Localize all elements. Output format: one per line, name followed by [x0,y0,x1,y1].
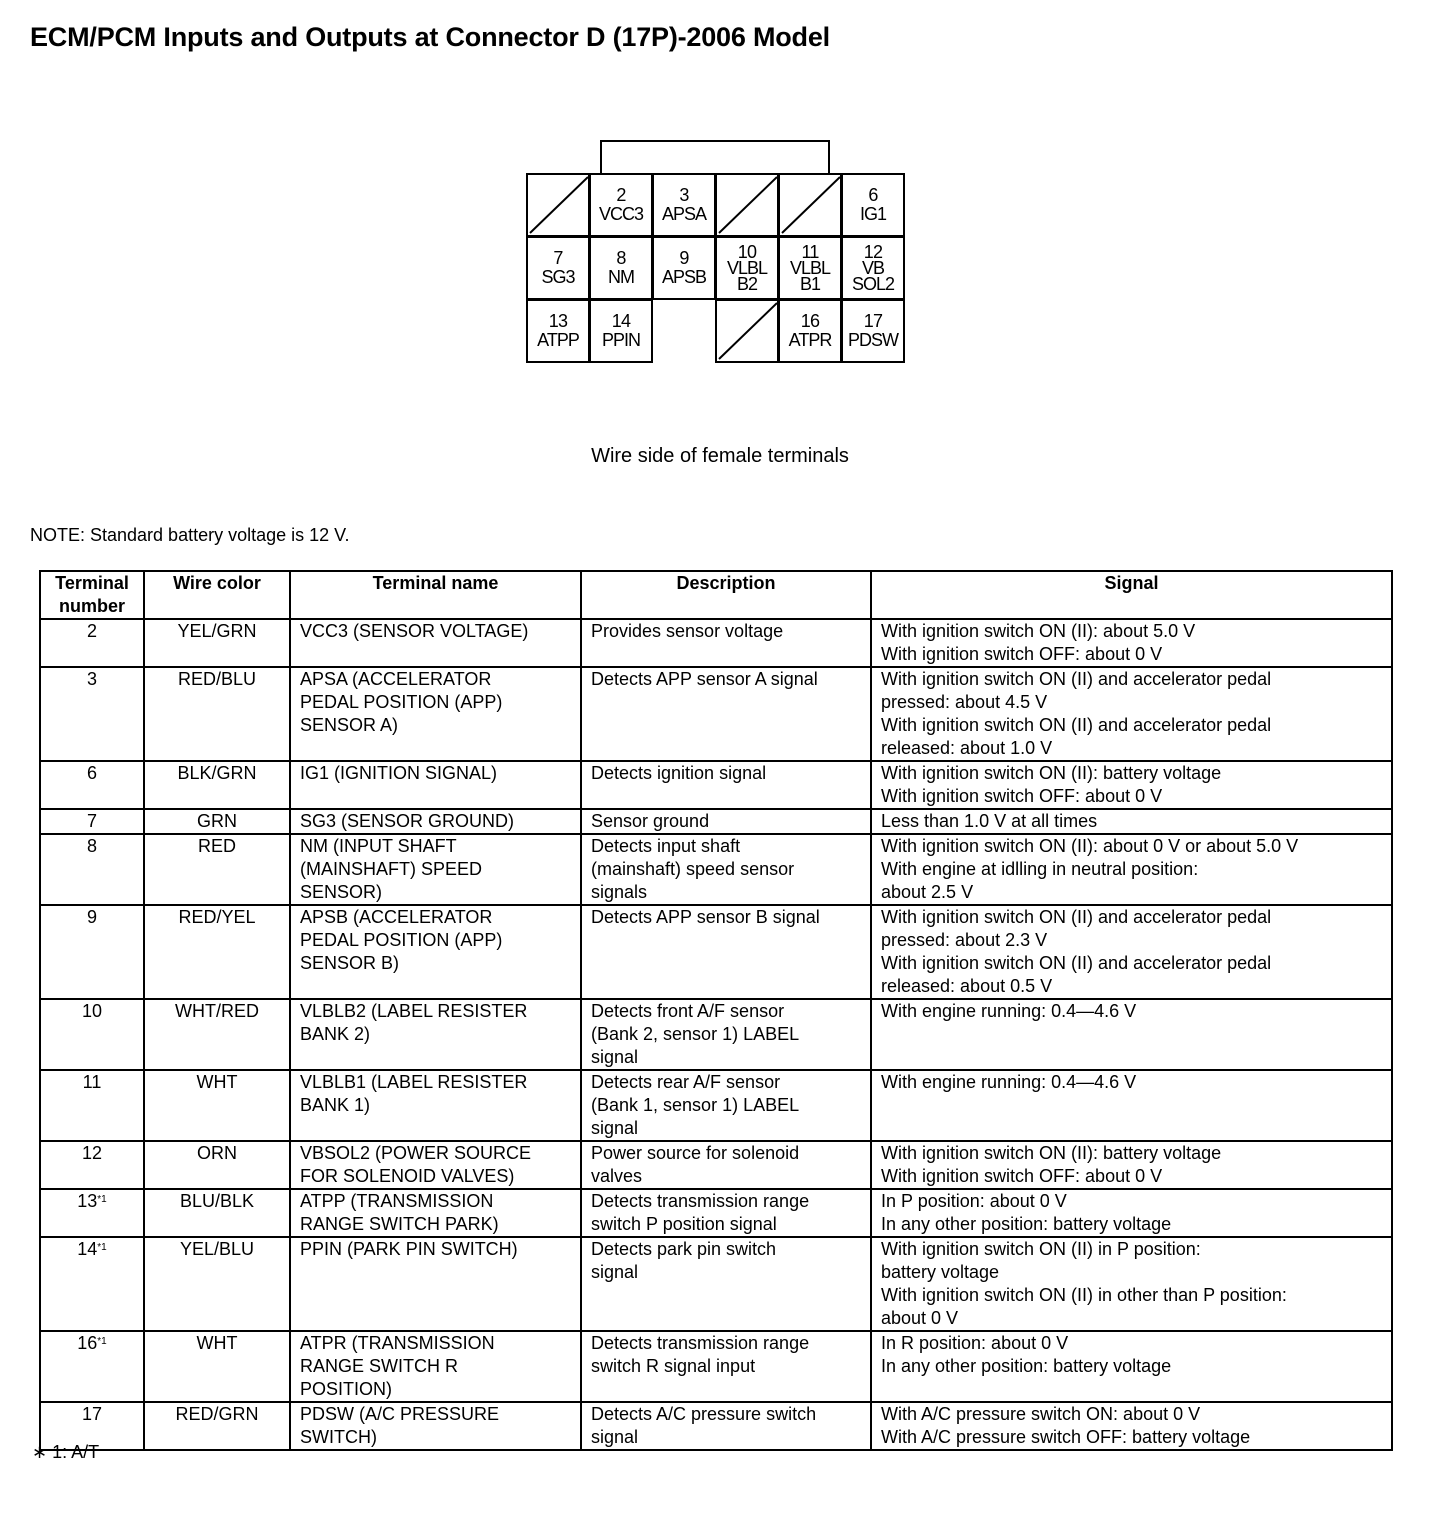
terminal-cell-12 [841,236,905,300]
page-title: ECM/PCM Inputs and Outputs at Connector D (17P)-2006 Model [30,22,830,52]
terminal-cell-6 [841,173,905,237]
cell-terminal-number: 9 [40,905,144,999]
cell-description-line: Detects park pin switch [591,1239,777,1259]
cell-terminal-name-line: BANK 1) [300,1095,371,1115]
terminal-label: NM [608,267,634,287]
terminal-label: APSA [661,204,707,224]
cell-signal-line: Less than 1.0 V at all times [881,811,1098,831]
cell-terminal-name-line: ATPP (TRANSMISSION [300,1191,494,1211]
cell-signal-line: With ignition switch ON (II): about 5.0 V [881,621,1196,641]
cell-signal-line: With engine running: 0.4—4.6 V [881,1072,1137,1092]
cell-signal [871,1331,1392,1402]
cell-description-line: Detects APP sensor B signal [591,907,820,927]
footnote-marker: *1 [97,1242,107,1253]
cell-terminal-name [290,1237,581,1331]
cell-signal-line: pressed: about 4.5 V [881,692,1048,712]
cell-description [581,999,871,1070]
cell-description-line: Provides sensor voltage [591,621,784,641]
cell-description-line: signal [591,1047,639,1067]
cell-wire-color: BLK/GRN [144,761,290,809]
table-row [40,1402,1392,1450]
terminal-number: 2 [616,185,626,205]
terminal-cell-7 [526,236,590,300]
cell-wire-color: WHT [144,1331,290,1402]
cell-terminal-number: 6 [40,761,144,809]
cell-signal-line: released: about 0.5 V [881,976,1053,996]
terminal-number: 14 [611,311,631,331]
cell-signal-line: In R position: about 0 V [881,1333,1069,1353]
cell-description-line: Detects transmission range [591,1333,810,1353]
cell-terminal-name-line: PDSW (A/C PRESSURE [300,1404,500,1424]
terminal-cell-empty [526,173,590,237]
terminal-number: 6 [868,185,878,205]
cell-terminal-number: 16$^{*1}$ [40,1331,144,1402]
terminal-label: SG3 [541,267,575,287]
cell-terminal-number: 3 [40,667,144,761]
cell-terminal-number: 2 [40,619,144,667]
cell-signal-line: With ignition switch OFF: about 0 V [881,644,1163,664]
terminal-label: ATPR [788,330,832,350]
cell-description-line: switch R signal input [591,1356,756,1376]
terminal-number: 10 [737,242,757,262]
footnote: ∗ 1: A/T [32,1442,100,1462]
terminal-number: 13 [548,311,568,331]
table-row [40,834,1392,905]
cell-description [581,1189,871,1237]
cell-signal-line: With ignition switch ON (II) and accelerator pedal [881,669,1272,689]
table-row [40,999,1392,1070]
cell-description [581,667,871,761]
cell-wire-color: ORN [144,1141,290,1189]
terminal-label: VLBL [789,258,831,278]
cell-description-line: (mainshaft) speed sensor [591,859,795,879]
cell-signal-line: battery voltage [881,1262,1000,1282]
cell-description [581,1237,871,1331]
cell-terminal-name-line: FOR SOLENOID VALVES) [300,1166,515,1186]
table-row [40,619,1392,667]
header-terminal-name: Terminal name [290,571,581,619]
cell-terminal-name-line: SWITCH) [300,1427,377,1447]
cell-terminal-name [290,809,581,834]
terminal-label: APSB [661,267,707,287]
terminal-signal-table [39,570,1393,1451]
cell-wire-color: RED/YEL [144,905,290,999]
cell-description-line: Detects APP sensor A signal [591,669,818,689]
cell-signal [871,1070,1392,1141]
table-row [40,1237,1392,1331]
table-row [40,761,1392,809]
cell-description-line: Detects transmission range [591,1191,810,1211]
cell-terminal-name-line: PPIN (PARK PIN SWITCH) [300,1239,518,1259]
cell-terminal-name-line: (MAINSHAFT) SPEED [300,859,483,879]
cell-terminal-number: 11 [40,1070,144,1141]
cell-terminal-number: 12 [40,1141,144,1189]
cell-terminal-name-line: RANGE SWITCH R [300,1356,459,1376]
cell-description-line: signal [591,1262,639,1282]
cell-signal-line: pressed: about 2.3 V [881,930,1048,950]
cell-terminal-name-line: PEDAL POSITION (APP) [300,930,503,950]
cell-description [581,905,871,999]
cell-signal [871,834,1392,905]
cell-terminal-name-line: VBSOL2 (POWER SOURCE [300,1143,532,1163]
header-wire-color: Wire color [144,571,290,619]
cell-description-line: Detects input shaft [591,836,741,856]
cell-signal [871,1402,1392,1450]
cell-terminal-name [290,1331,581,1402]
terminal-number: 17 [863,311,883,331]
cell-description-line: signals [591,882,648,902]
cell-signal [871,999,1392,1070]
cell-terminal-name [290,1189,581,1237]
cell-wire-color: YEL/GRN [144,619,290,667]
cell-signal [871,667,1392,761]
cell-terminal-name [290,761,581,809]
cell-terminal-number: 7 [40,809,144,834]
cell-terminal-name-line: VLBLB1 (LABEL RESISTER [300,1072,528,1092]
cell-wire-color: GRN [144,809,290,834]
cell-signal-line: With ignition switch ON (II): about 0 V or about 5.0 V [881,836,1299,856]
cell-terminal-name-line: BANK 2) [300,1024,371,1044]
cell-wire-color: RED/BLU [144,667,290,761]
cell-terminal-number: 14$^{*1}$ [40,1237,144,1331]
cell-terminal-name [290,1141,581,1189]
cell-terminal-name-line: SG3 (SENSOR GROUND) [300,811,515,831]
cell-wire-color: WHT [144,1070,290,1141]
cell-wire-color: RED/GRN [144,1402,290,1450]
terminal-label-line2: SOL2 [851,274,895,294]
cell-signal-line: released: about 1.0 V [881,738,1053,758]
table-row [40,667,1392,761]
cell-terminal-name-line: ATPR (TRANSMISSION [300,1333,495,1353]
terminal-cell-17 [841,299,905,363]
cell-terminal-name-line: APSB (ACCELERATOR [300,907,493,927]
cell-signal-line: With ignition switch ON (II) and accelerator pedal [881,953,1272,973]
terminal-cell-empty [715,299,779,363]
terminal-label: ATPP [537,330,579,350]
cell-signal-line: With A/C pressure switch OFF: battery voltage [881,1427,1251,1447]
cell-signal-line: With ignition switch OFF: about 0 V [881,1166,1163,1186]
header-signal: Signal [871,571,1392,619]
cell-description [581,809,871,834]
cell-signal-line: about 2.5 V [881,882,974,902]
cell-signal-line: With ignition switch ON (II): battery voltage [881,1143,1222,1163]
terminal-label: PPIN [601,330,640,350]
cell-description-line: (Bank 1, sensor 1) LABEL [591,1095,800,1115]
cell-description-line: Detects rear A/F sensor [591,1072,781,1092]
terminal-label: VB [861,258,884,278]
cell-terminal-name-line: SENSOR) [300,882,383,902]
connector-diagram [525,140,910,370]
table-row [40,1070,1392,1141]
cell-signal [871,761,1392,809]
terminal-cell-2 [589,173,653,237]
terminal-number: 3 [679,185,689,205]
cell-terminal-name-line: RANGE SWITCH PARK) [300,1214,499,1234]
cell-signal [871,1237,1392,1331]
table-row [40,1331,1392,1402]
table-row [40,809,1392,834]
cell-terminal-name [290,1070,581,1141]
header-description: Description [581,571,871,619]
cell-signal-line: With engine running: 0.4—4.6 V [881,1001,1137,1021]
cell-signal-line: In any other position: battery voltage [881,1356,1172,1376]
cell-signal-line: With ignition switch ON (II) and accelerator pedal [881,715,1272,735]
cell-wire-color: BLU/BLK [144,1189,290,1237]
cell-terminal-number: 10 [40,999,144,1070]
cell-terminal-name [290,1402,581,1450]
terminal-cell-11 [778,236,842,300]
terminal-label-line2: B1 [799,274,821,294]
cell-description-line: Detects ignition signal [591,763,767,783]
header-terminal-number: Terminal number [40,571,144,619]
cell-terminal-name [290,619,581,667]
cell-description-line: Sensor ground [591,811,710,831]
cell-description [581,1402,871,1450]
cell-description [581,619,871,667]
cell-signal-line: With engine at idlling in neutral position: [881,859,1199,879]
cell-terminal-name-line: VCC3 (SENSOR VOLTAGE) [300,621,529,641]
footnote-marker: *1 [97,1336,107,1347]
cell-terminal-name [290,667,581,761]
terminal-number: 7 [553,248,563,268]
terminal-label-line2: B2 [736,274,758,294]
terminal-label: PDSW [848,330,898,350]
cell-signal-line: With ignition switch ON (II) and accelerator pedal [881,907,1272,927]
terminal-cell-empty [778,173,842,237]
battery-voltage-note: NOTE: Standard battery voltage is 12 V. [30,525,350,545]
terminal-number: 12 [863,242,883,262]
cell-signal-line: In P position: about 0 V [881,1191,1067,1211]
terminal-number: 9 [679,248,689,268]
cell-terminal-name-line: NM (INPUT SHAFT [300,836,457,856]
connector-caption: Wire side of female terminals [591,445,849,467]
terminal-label: VCC3 [598,204,643,224]
table-row [40,1141,1392,1189]
terminal-cell-empty [715,173,779,237]
cell-description-line: signal [591,1118,639,1138]
cell-signal [871,1189,1392,1237]
cell-description [581,761,871,809]
cell-terminal-name [290,905,581,999]
terminal-label: VLBL [726,258,768,278]
terminal-cell-9 [652,236,716,300]
terminal-number: 8 [616,248,626,268]
cell-terminal-number: 8 [40,834,144,905]
table-row [40,905,1392,999]
footnote-marker: *1 [97,1194,107,1205]
terminal-number: 11 [801,242,819,262]
cell-description-line: Detects A/C pressure switch [591,1404,817,1424]
cell-description [581,1070,871,1141]
cell-description-line: (Bank 2, sensor 1) LABEL [591,1024,800,1044]
cell-signal-line: about 0 V [881,1308,959,1328]
terminal-cell-8 [589,236,653,300]
cell-terminal-name-line: PEDAL POSITION (APP) [300,692,503,712]
terminal-cell-3 [652,173,716,237]
cell-description-line: Power source for solenoid [591,1143,800,1163]
terminal-cell-10 [715,236,779,300]
cell-wire-color: RED [144,834,290,905]
cell-wire-color: YEL/BLU [144,1237,290,1331]
cell-signal-line: In any other position: battery voltage [881,1214,1172,1234]
cell-description-line: valves [591,1166,643,1186]
cell-description [581,1141,871,1189]
terminal-cell-14 [589,299,653,363]
cell-description [581,834,871,905]
cell-signal [871,619,1392,667]
cell-wire-color: WHT/RED [144,999,290,1070]
cell-description-line: switch P position signal [591,1214,777,1234]
cell-terminal-name-line: IG1 (IGNITION SIGNAL) [300,763,498,783]
table-row [40,1189,1392,1237]
cell-description-line: signal [591,1427,639,1447]
cell-signal-line: With ignition switch ON (II): battery voltage [881,763,1222,783]
terminal-label: IG1 [859,204,886,224]
cell-signal-line: With ignition switch ON (II) in other than P position: [881,1285,1287,1305]
cell-description-line: Detects front A/F sensor [591,1001,785,1021]
terminal-cell-16 [778,299,842,363]
cell-terminal-name [290,834,581,905]
cell-signal-line: With ignition switch ON (II) in P position: [881,1239,1201,1259]
cell-terminal-number: 13$^{*1}$ [40,1189,144,1237]
connector-lock-tab [600,140,830,174]
terminal-cell-13 [526,299,590,363]
cell-description [581,1331,871,1402]
cell-signal-line: With ignition switch OFF: about 0 V [881,786,1163,806]
cell-terminal-name-line: SENSOR B) [300,953,400,973]
cell-signal [871,905,1392,999]
cell-signal [871,1141,1392,1189]
cell-signal-line: With A/C pressure switch ON: about 0 V [881,1404,1201,1424]
cell-terminal-number: 17 [40,1402,144,1450]
cell-terminal-name-line: POSITION) [300,1379,393,1399]
cell-terminal-name-line: APSA (ACCELERATOR [300,669,492,689]
terminal-number: 16 [800,311,820,331]
cell-terminal-name-line: VLBLB2 (LABEL RESISTER [300,1001,528,1021]
table-header-row [40,571,1392,619]
cell-signal [871,809,1392,834]
cell-terminal-name-line: SENSOR A) [300,715,399,735]
cell-terminal-name [290,999,581,1070]
